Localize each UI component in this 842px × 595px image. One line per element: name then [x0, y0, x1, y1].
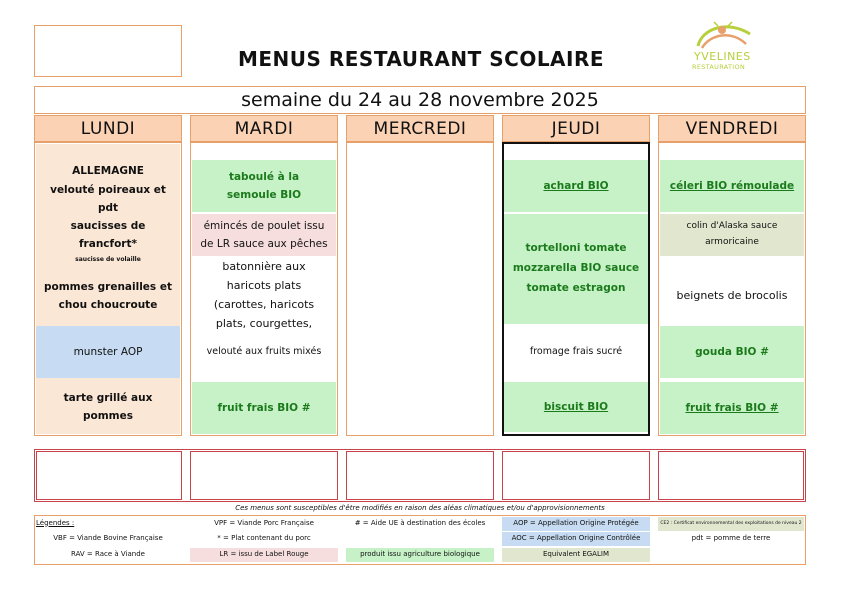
- jeudi-starter: achard BIO: [504, 160, 648, 212]
- day-header-vendredi: VENDREDI: [658, 115, 806, 142]
- legend-pdt: pdt = pomme de terre: [691, 534, 771, 543]
- legend-aop: AOP = Appellation Origine Protégée: [502, 517, 650, 531]
- extra-cell-mardi: [190, 451, 338, 500]
- day-header-jeudi: JEUDI: [502, 115, 650, 142]
- vendredi-starter: céleri BIO rémoulade: [660, 160, 804, 212]
- mardi-dessert: fruit frais BIO #: [192, 382, 336, 434]
- vendredi-main: colin d'Alaska sauce armoricaine: [660, 214, 804, 256]
- legend-vpf: VPF = Viande Porc Française: [214, 519, 314, 528]
- yvelines-logo: [688, 16, 760, 72]
- vendredi-cheese: gouda BIO #: [660, 326, 804, 378]
- column-mercredi: [346, 142, 494, 436]
- legend-aoc: AOC = Appellation Origine Contrôlée: [502, 532, 650, 546]
- top-left-box: [34, 25, 182, 77]
- logo-subtext: RESTAURATION: [692, 63, 746, 71]
- lundi-theme: ALLEMAGNE: [72, 164, 144, 177]
- legend-star: * = Plat contenant du porc: [217, 534, 311, 543]
- jeudi-main: tortelloni tomate mozzarella BIO sauce tomate estragon: [504, 214, 648, 324]
- vendredi-side: beignets de brocolis: [676, 289, 788, 303]
- lundi-dessert: tarte grillé aux pommes: [63, 391, 153, 422]
- lundi-main-note: saucisse de volaille: [75, 255, 141, 263]
- week-range: semaine du 24 au 28 novembre 2025: [34, 86, 806, 114]
- day-header-mardi: MARDI: [190, 115, 338, 142]
- extra-cell-lundi: [36, 451, 182, 500]
- page-title: MENUS RESTAURANT SCOLAIRE: [237, 47, 605, 71]
- legend-hash: # = Aide UE à destination des écoles: [354, 519, 486, 528]
- mardi-dairy: velouté aux fruits mixés: [206, 345, 322, 357]
- jeudi-dessert: biscuit BIO: [504, 382, 648, 432]
- logo-graphic-icon: [688, 16, 760, 52]
- legend-ce2: CE2 : Certificat environnemental des exploitations de niveau 2: [658, 517, 804, 531]
- lundi-main: saucisses de francfort*: [70, 219, 146, 250]
- lundi-starter: velouté poireaux et pdt: [50, 183, 166, 214]
- mardi-main: émincés de poulet issu de LR sauce aux pêches: [192, 214, 336, 256]
- lundi-side: pommes grenailles et chou choucroute: [44, 280, 172, 311]
- legend-title: Légendes :: [36, 518, 75, 527]
- notice-text: Ces menus sont susceptibles d'être modifiés en raison des aléas climatiques et/ou d'approvisionnements: [235, 504, 605, 512]
- vendredi-dessert: fruit frais BIO #: [660, 382, 804, 434]
- mardi-starter: taboulé à la semoule BIO: [192, 160, 336, 212]
- legend-egalim: Equivalent EGALIM: [502, 548, 650, 562]
- extra-cell-mercredi: [346, 451, 494, 500]
- mardi-side: batonnière aux haricots plats (carottes, haricots plats, courgettes,: [213, 259, 315, 331]
- extra-cell-jeudi: [502, 451, 650, 500]
- day-header-mercredi: MERCREDI: [346, 115, 494, 142]
- legend-bio: produit issu agriculture biologique: [346, 548, 494, 562]
- legend-vbf: VBF = Viande Bovine Française: [53, 534, 163, 543]
- legend-lr: LR = issu de Label Rouge: [190, 548, 338, 562]
- legend-rav: RAV = Race à Viande: [71, 550, 145, 559]
- day-header-lundi: LUNDI: [34, 115, 182, 142]
- extra-cell-vendredi: [658, 451, 804, 500]
- logo-text: YVELINES: [694, 50, 751, 63]
- lundi-cheese: munster AOP: [36, 326, 180, 378]
- jeudi-dairy: fromage frais sucré: [529, 345, 623, 357]
